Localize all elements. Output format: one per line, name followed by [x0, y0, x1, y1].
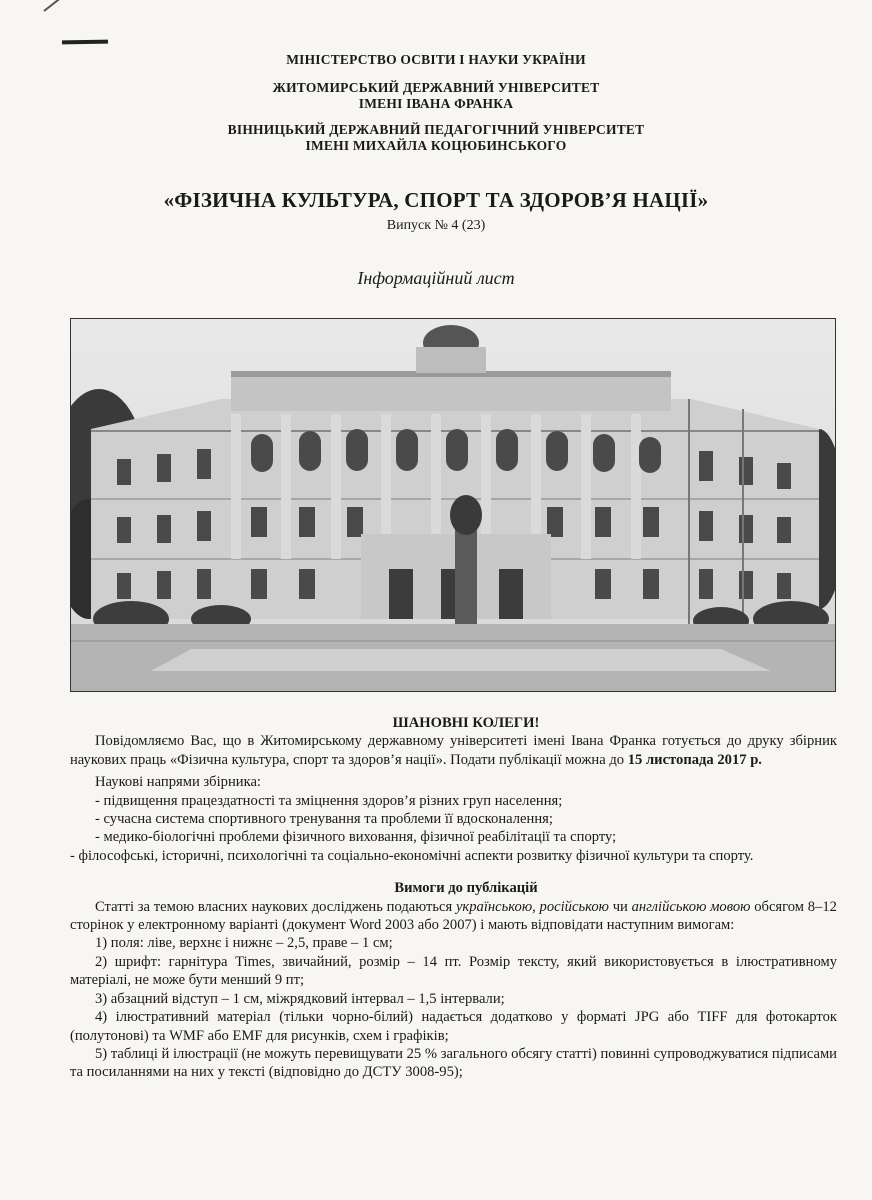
- requirements-langs: українською, російською: [455, 898, 609, 915]
- collection-title: «ФІЗИЧНА КУЛЬТУРА, СПОРТ ТА ЗДОРОВ’Я НАЦІЇ»: [163, 188, 709, 212]
- greeting-heading: ШАНОВНІ КОЛЕГИ!: [392, 715, 540, 731]
- university2-name-2: ІМЕНІ МИХАЙЛА КОЦЮБИНСЬКОГО: [305, 138, 567, 153]
- direction-item: - сучасна система спортивного тренування та проблеми її вдосконалення;: [95, 811, 553, 828]
- intro-paragraph: [70, 732, 837, 769]
- requirements-intro-a: Статті за темою власних наукових досліджень подаються: [95, 898, 456, 915]
- requirement-item: 1) поля: ліве, верхнє і нижнє – 2,5, праве – 1 см;: [95, 935, 393, 952]
- requirement-item: 3) абзацний відступ – 1 см, міжрядковий інтервал – 1,5 інтервали;: [95, 990, 505, 1007]
- ministry-name: МІНІСТЕРСТВО ОСВІТИ І НАУКИ УКРАЇНИ: [286, 52, 586, 67]
- directions-heading: Наукові напрями збірника:: [95, 774, 261, 791]
- scan-artifact-line: [43, 0, 92, 12]
- university2-name: ВІННИЦЬКИЙ ДЕРЖАВНИЙ ПЕДАГОГІЧНИЙ УНІВЕРСИТЕТ: [227, 122, 645, 137]
- ministry-heading: [0, 52, 872, 68]
- requirement-item: 4) ілюстративний матеріал (тільки чорно-білий) надається додатково у форматі JPG або TIFF для фотокарток (полутонові) та WMF або EMF для рисунків, схем і графіків;: [70, 1009, 837, 1044]
- requirements-lang3: англійською мовою: [631, 898, 751, 915]
- direction-item: - підвищення працездатності та зміцнення здоров’я різних груп населення;: [95, 792, 563, 809]
- requirements-intro: [70, 898, 837, 935]
- university2-heading: [0, 122, 872, 154]
- university1-heading: [0, 80, 872, 112]
- scan-artifact-mark: [62, 40, 108, 45]
- university1-name: ЖИТОМИРСЬКИЙ ДЕРЖАВНИЙ УНІВЕРСИТЕТ: [272, 80, 600, 95]
- requirements-intro-b: обсягом 8–12 сторінок у електронному варіанті (документ Word 2003 або 2007) і мають відповідати наступним вимогам:: [70, 898, 837, 934]
- direction-item: - філософські, історичні, психологічні та соціально-економічні аспекти розвитку фізичної культури та спорту.: [70, 847, 754, 864]
- university-building-photo: [70, 318, 836, 692]
- document-subtitle: Інформаційний лист: [357, 268, 515, 288]
- deadline-date: 15 листопада 2017 р.: [627, 751, 762, 768]
- requirements-heading: Вимоги до публікацій: [394, 880, 538, 897]
- requirement-item: 2) шрифт: гарнітура Times, звичайний, розмір – 14 пт. Розмір тексту, який використовується в ілюстративному матеріалі, не може бути менший 9 пт;: [70, 953, 837, 989]
- issue-number: Випуск № 4 (23): [386, 218, 486, 233]
- direction-item: - медико-біологічні проблеми фізичного виховання, фізичної реабілітації та спорту;: [95, 829, 617, 846]
- intro-text: Повідомляємо Вас, що в Житомирському державному університеті імені Івана Франка готується до друку збірник наукових праць «Фізична культура, спорт та здоров’я нації». Подати публікації можна до: [70, 733, 837, 768]
- letter-body: [70, 714, 837, 1082]
- university1-name-2: ІМЕНІ ІВАНА ФРАНКА: [358, 96, 514, 111]
- requirements-or: чи: [608, 898, 632, 915]
- requirement-item: 5) таблиці й ілюстрації (не можуть перевищувати 25 % загального обсягу статті) повинні супроводжуватися підписами та посиланнями на них у тексті (відповідно до ДСТУ 3008-95);: [70, 1045, 837, 1081]
